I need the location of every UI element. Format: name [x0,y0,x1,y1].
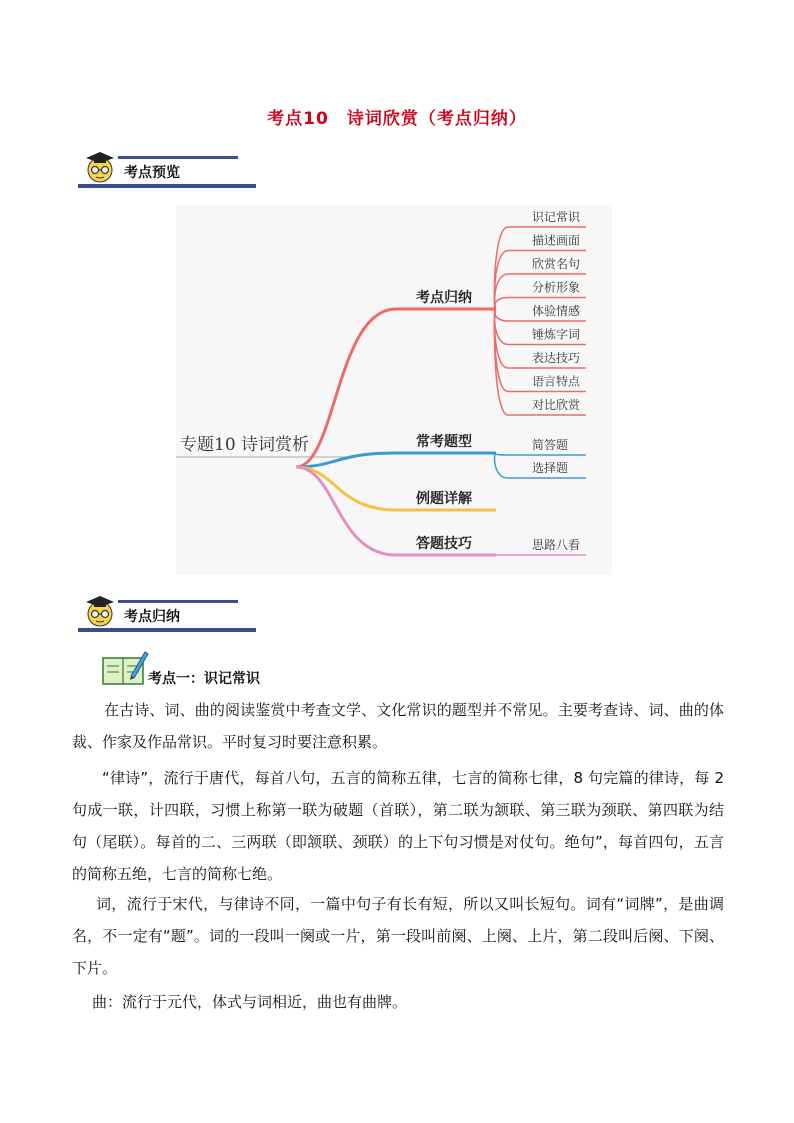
mindmap [176,205,612,575]
paragraph: 曲：流行于元代，体式与词相近，曲也有曲牌。 [92,993,408,1011]
mindmap-root: 专题10 诗词赏析 [180,435,310,455]
branch-connector [296,467,396,555]
leaf-connector [494,453,508,455]
leaf-label: 简答题 [532,438,569,452]
leaf-connector [494,274,508,309]
section-label-preview: 考点预览 [124,165,180,181]
page-title [0,104,794,129]
leaf-label: 识记常识 [532,210,581,224]
leaf-label: 欣赏名句 [532,257,581,271]
header-bar-top [118,156,238,159]
leaf-label: 体验情感 [532,304,581,318]
paragraph: “律诗”，流行于唐代，每首八句，五言的简称五律，七言的简称七律，8 句完篇的律诗，每 2 句成一联，计四联，习惯上称第一联为破题（首联），第二联为颔联、第三联为颈联、第四联为结句（尾联）。每首的二、三两联（即颔联、颈联）的上下句习惯是对仗句。绝句”，每首四句，五言的简称五绝，七言的简称七绝。 [72,769,724,883]
header-bar-top [118,600,238,603]
mindmap-canvas [176,205,612,575]
branch-label: 常考题型 [416,434,472,450]
leaf-label: 分析形象 [532,280,581,295]
leaf-connector [494,298,508,310]
leaf-label: 思路八看 [532,538,581,552]
paragraph: 在古诗、词、曲的阅读鉴赏中考查文学、文化常识的题型并不常见。主要考查诗、词、曲的体裁、作家及作品常识。平时复习时要注意积累。 [72,701,724,751]
leaf-label: 选择题 [532,461,569,475]
section-label-summary: 考点归纳 [124,609,180,625]
scholar-icon [82,592,118,628]
book-pen-icon [101,648,149,692]
branch-label: 考点归纳 [416,290,472,306]
branch-label: 例题详解 [416,491,472,507]
leaf-connector [494,309,508,345]
leaf-connector [494,453,508,478]
branch-connector [296,309,396,467]
section-header-summary [78,592,258,636]
leaf-label: 锤炼字词 [532,327,581,342]
section-header-preview [78,148,258,192]
branch-label: 答题技巧 [416,536,472,552]
scholar-icon [82,148,118,184]
leaf-connector [494,309,508,321]
leaf-label: 描述画面 [532,233,581,248]
header-bar-bottom [78,184,256,188]
leaf-label: 表达技巧 [532,351,581,365]
paragraph: 词，流行于宋代，与律诗不同，一篇中句子有长有短，所以又叫长短句。词有“词牌”，是曲调名，不一定有“题”。词的一段叫一阕或一片，第一段叫前阕、上阕、上片，第二段叫后阕、下阕、下片。 [72,895,724,977]
header-bar-bottom [78,628,256,632]
leaf-label: 对比欣赏 [532,398,581,412]
leaf-label: 语言特点 [532,374,581,389]
point1-title: 考点一：识记常识 [148,671,260,687]
title-sub: （考点归纳） [418,109,527,129]
title-main: 考点10 诗词欣赏 [267,109,419,129]
